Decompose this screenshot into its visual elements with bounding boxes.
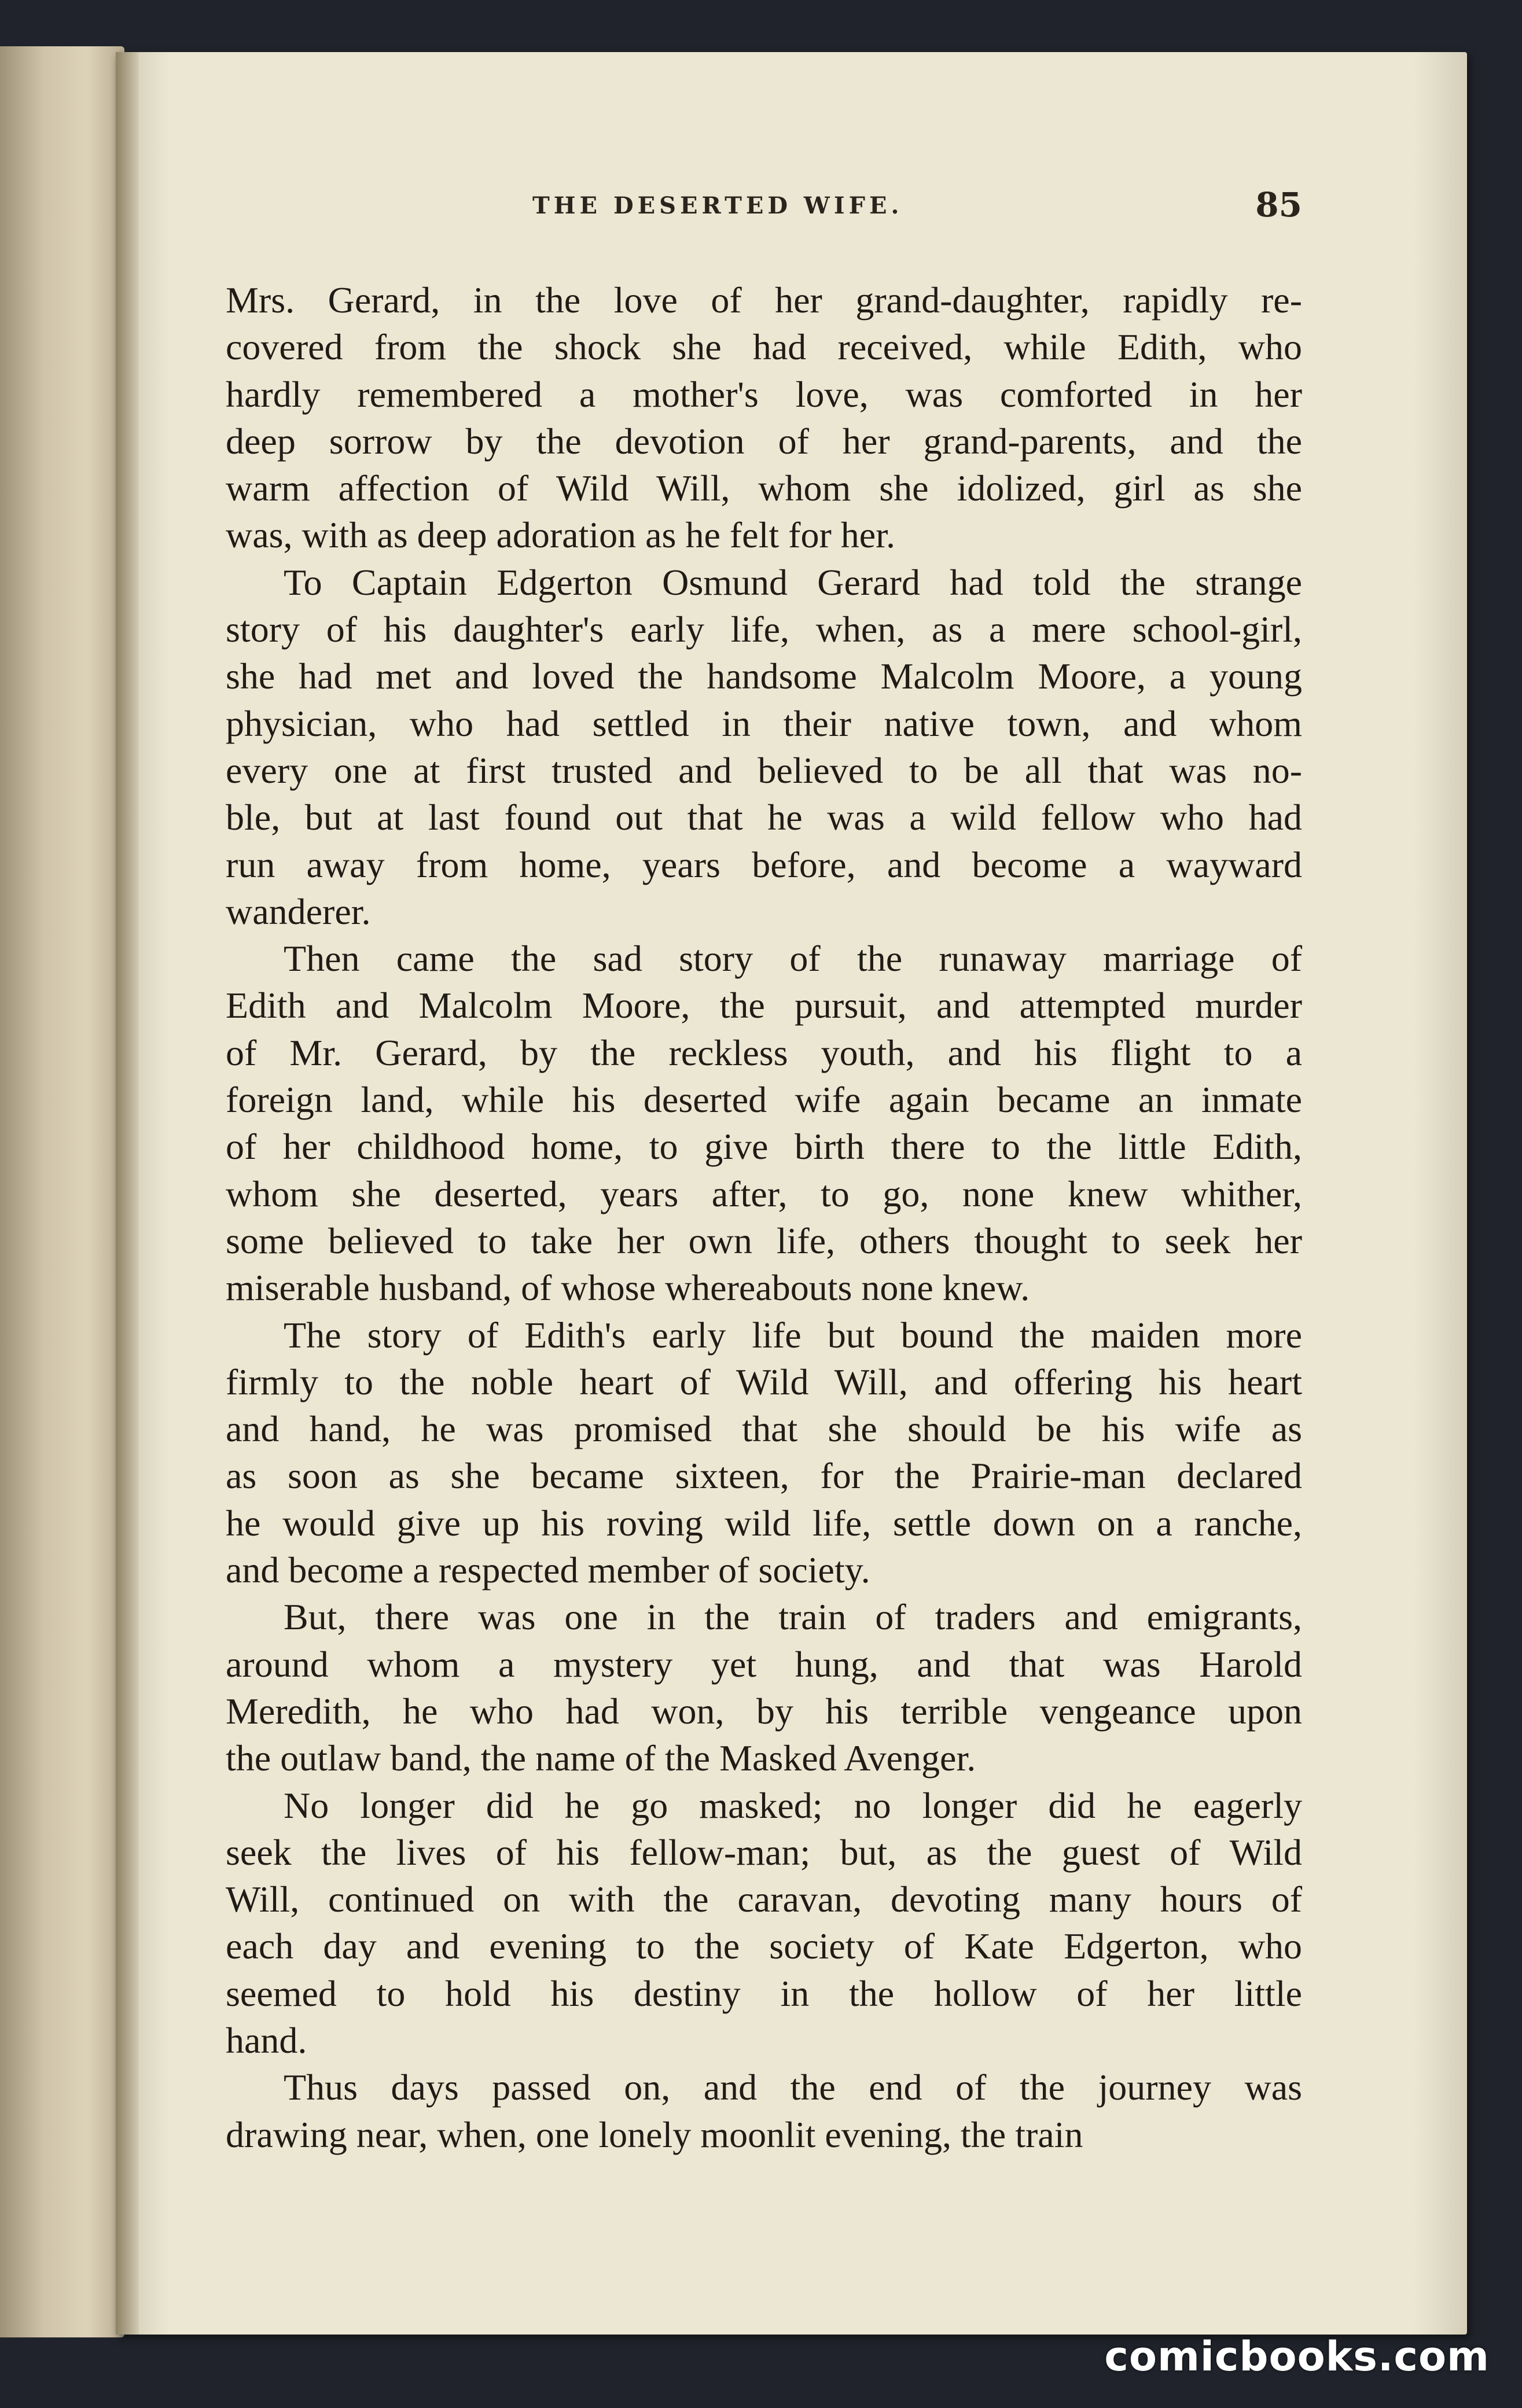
text-line: the outlaw band, the name of the Masked Avenger. — [226, 1737, 976, 1779]
site-watermark: comicbooks.com — [1104, 2333, 1490, 2380]
page-gutter — [116, 52, 139, 2335]
text-line: seemed to hold his destiny in the hollow of her little — [226, 1972, 1302, 2014]
previous-page-edge — [0, 46, 124, 2337]
text-line: Then came the sad story of the runaway marriage of — [284, 938, 1302, 980]
text-line: To Captain Edgerton Osmund Gerard had told the strange — [284, 561, 1302, 603]
text-line: The story of Edith's early life but bound the maiden more — [284, 1314, 1302, 1356]
page-number: 85 — [1255, 185, 1302, 224]
text-line: she had met and loved the handsome Malcolm Moore, a young — [226, 656, 1302, 697]
text-line: seek the lives of his fellow-man; but, as the guest of Wild — [226, 1831, 1302, 1873]
running-head: THE DESERTED WIFE. — [532, 192, 903, 219]
body-text — [226, 277, 1302, 2158]
text-line: covered from the shock she had received, while Edith, who — [226, 326, 1302, 368]
page-header — [139, 185, 1302, 249]
text-line: Edith and Malcolm Moore, the pursuit, and attempted murder — [226, 985, 1302, 1026]
text-line: every one at first trusted and believed to be all that was no- — [226, 749, 1302, 791]
text-line: some believed to take her own life, others thought to seek her — [226, 1220, 1302, 1261]
text-line: Meredith, he who had won, by his terrible vengeance upon — [226, 1690, 1302, 1732]
text-line: and hand, he was promised that she should be his wife as — [226, 1408, 1302, 1450]
text-line: Will, continued on with the caravan, devoting many hours of — [226, 1879, 1302, 1920]
text-line: and become a respected member of society. — [226, 1549, 870, 1591]
text-line: story of his daughter's early life, when, as a mere school-girl, — [226, 609, 1302, 650]
text-line: physician, who had settled in their native town, and whom — [226, 702, 1302, 744]
text-line: hand. — [226, 2019, 307, 2061]
text-line: warm affection of Wild Will, whom she idolized, girl as she — [226, 467, 1302, 509]
text-line: Mrs. Gerard, in the love of her grand-daughter, rapidly re- — [226, 279, 1302, 321]
text-line: drawing near, when, one lonely moonlit evening, the train — [226, 2114, 1083, 2155]
text-line: firmly to the noble heart of Wild Will, and offering his heart — [226, 1361, 1302, 1402]
text-line: run away from home, years before, and become a wayward — [226, 844, 1302, 885]
text-line: wanderer. — [226, 890, 371, 932]
text-line: Thus days passed on, and the end of the journey was — [284, 2067, 1302, 2108]
text-line: of Mr. Gerard, by the reckless youth, and his flight to a — [226, 1032, 1302, 1073]
text-line: foreign land, while his deserted wife again became an inmate — [226, 1079, 1302, 1121]
text-line: ble, but at last found out that he was a wild fellow who had — [226, 797, 1302, 838]
text-line: was, with as deep adoration as he felt for her. — [226, 514, 895, 556]
text-line: each day and evening to the society of Kate Edgerton, who — [226, 1925, 1302, 1967]
text-line: of her childhood home, to give birth there to the little Edith, — [226, 1126, 1302, 1168]
text-line: No longer did he go masked; no longer did he eagerly — [284, 1784, 1302, 1826]
text-line: But, there was one in the train of traders and emigrants, — [284, 1596, 1302, 1638]
text-line: around whom a mystery yet hung, and that was Harold — [226, 1643, 1302, 1685]
text-line: hardly remembered a mother's love, was comforted in her — [226, 373, 1302, 415]
text-line: whom she deserted, years after, to go, none knew whither, — [226, 1173, 1302, 1214]
text-line: miserable husband, of whose whereabouts none knew. — [226, 1267, 1030, 1309]
text-line: he would give up his roving wild life, settle down on a ranche, — [226, 1502, 1302, 1544]
text-line: as soon as she became sixteen, for the Prairie-man declared — [226, 1455, 1302, 1497]
text-line: deep sorrow by the devotion of her grand-parents, and the — [226, 420, 1302, 462]
